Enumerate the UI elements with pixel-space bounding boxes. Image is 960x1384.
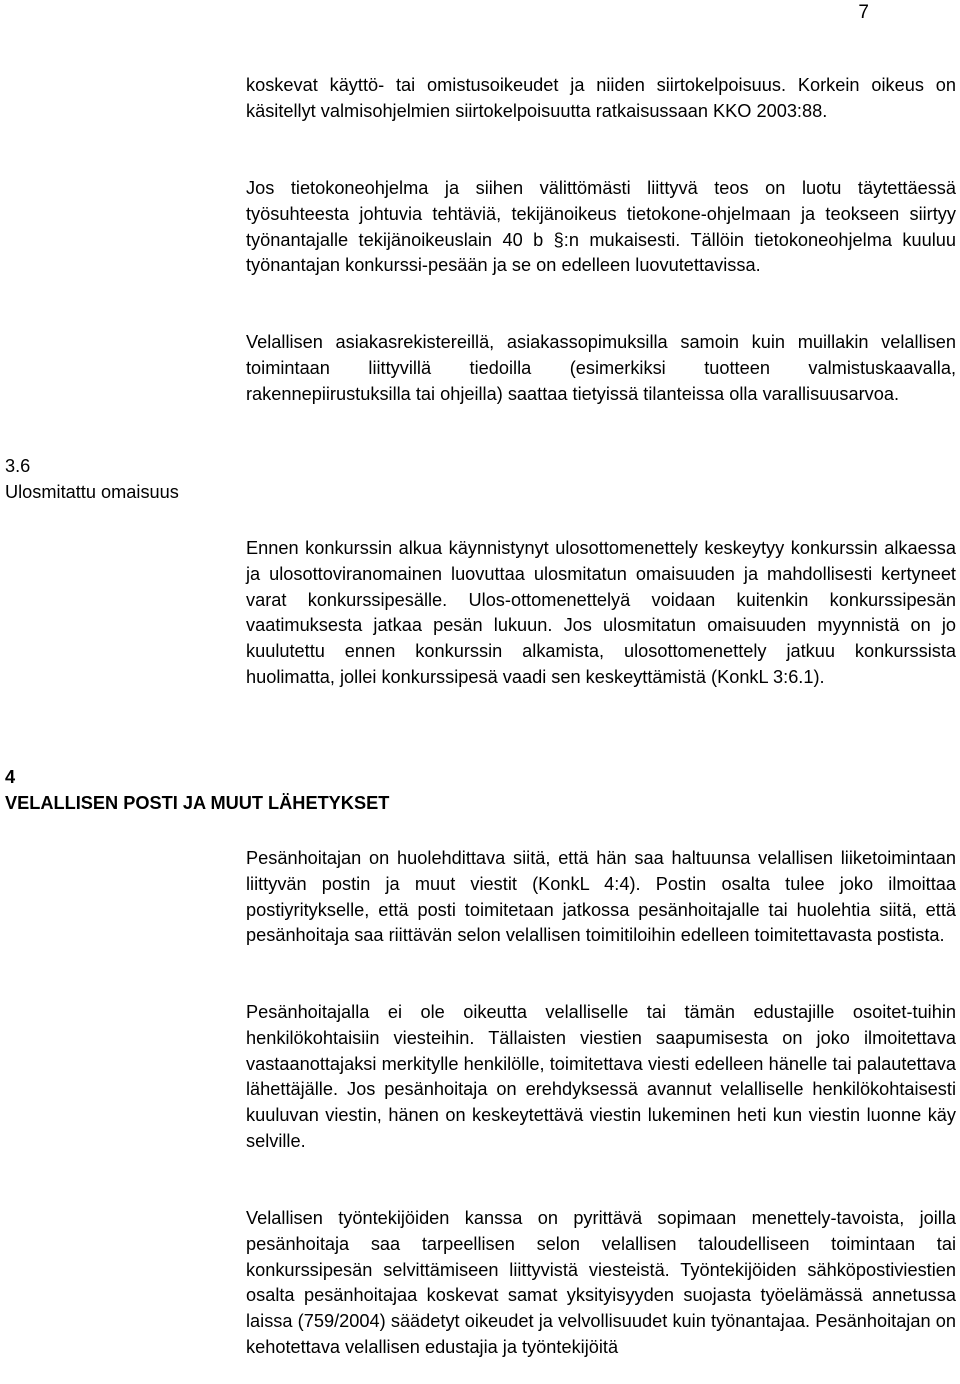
paragraph-5 (246, 846, 956, 949)
section-title: Ulosmitattu omaisuus (5, 481, 179, 502)
section-heading-3-6 (5, 454, 179, 506)
paragraph-text: Pesänhoitajalla ei ole oikeutta velalliselle tai tämän edustajille osoitet-tuihin henkilökohtaisiin viesteihin. Tällaisten viestien saapumisesta on joko ilmoitettava vastaanottajaksi merkitylle henkilölle, toimitettava viesti edelleen hänelle tai palautettava lähettäjälle. Jos pesänhoitaja on erehdyksessä avannut velalliselle henkilökohtaisesti kuuluvan viestin, hänen on keskeytettävä viestin lukeminen heti kun viestin luonne käy selville. (246, 1002, 956, 1151)
paragraph-4 (246, 536, 956, 691)
paragraph-text: Jos tietokoneohjelma ja siihen välittömästi liittyvä teos on luotu täytettäessä työsuhteesta johtuvia tehtäviä, tekijänoikeus tietokone-ohjelmaan ja teokseen siirtyy työnantajalle tekijänoikeuslain 40 b §:n mukaisesti. Tällöin tietokoneohjelma kuuluu työnantajan konkurssi-pesään ja se on edelleen luovutettavissa. (246, 178, 956, 276)
paragraph-text: Velallisen asiakasrekistereillä, asiakassopimuksilla samoin kuin muillakin velallisen toimintaan liittyvillä tiedoilla (esimerkiksi tuotteen valmistuskaavalla, rakennepiirustuksilla tai ohjeilla) saattaa tietyissä tilanteissa olla varallisuusarvoa. (246, 332, 956, 404)
page-number: 7 (858, 2, 869, 23)
paragraph-2 (246, 176, 956, 279)
chapter-number: 4 (5, 767, 16, 787)
paragraph-6 (246, 1000, 956, 1155)
paragraph-text: Pesänhoitajan on huolehdittava siitä, että hän saa haltuunsa velallisen liiketoimintaan liittyvän postin ja muut viestit (KonkL 4:4). Postin osalta tulee joko ilmoittaa postiyritykselle, että posti toimitetaan jatkossa pesänhoitajalle tai huolehtia siitä, että pesänhoitaja saa riittävän selon velallisen toimitiloihin edelleen toimitettavasta postista. (246, 848, 956, 946)
paragraph-text: koskevat käyttö- tai omistusoikeudet ja niiden siirtokelpoisuus. Korkein oikeus on käsitellyt valmisohjelmien siirtokelpoisuutta ratkaisussaan KKO 2003:88. (246, 75, 956, 121)
chapter-heading-4 (5, 765, 389, 817)
paragraph-text: Ennen konkurssin alkua käynnistynyt ulosottomenettely keskeytyy konkurssin alkaessa ja ulosottoviranomainen luovuttaa ulosmitatun omaisuuden ja mahdollisesti kertyneet varat konkurssipesälle. Ulos-ottomenettelyä voidaan kuitenkin konkurssipesän vaatimuksesta jatkaa pesän lukuun. Jos ulosmitatun omaisuuden myynnistä on jo kuulutettu ennen konkurssin alkamista, ulosottomenettely jatkuu konkurssista huolimatta, jollei konkurssipesä vaadi sen keskeyttämistä (KonkL 3:6.1). (246, 538, 956, 687)
section-number: 3.6 (5, 456, 31, 476)
paragraph-3 (246, 330, 956, 407)
paragraph-7 (246, 1206, 956, 1361)
paragraph-1 (246, 73, 956, 125)
chapter-title: VELALLISEN POSTI JA MUUT LÄHETYKSET (5, 792, 390, 813)
paragraph-text: Velallisen työntekijöiden kanssa on pyrittävä sopimaan menettely-tavoista, joilla pesänhoitaja saa tarpeellisen selon velallisen taloudelliseen toimintaan tai konkurssipesän selvittämiseen liittyvistä viesteistä. Työntekijöiden sähköpostiviestien osalta pesänhoitajaa koskevat samat yksityisyyden suojasta työelämässä annetussa laissa (759/2004) säädetyt oikeudet ja velvollisuudet kuin työnantajaa. Pesänhoitajan on kehotettava velallisen edustajia ja työntekijöitä (246, 1208, 956, 1357)
